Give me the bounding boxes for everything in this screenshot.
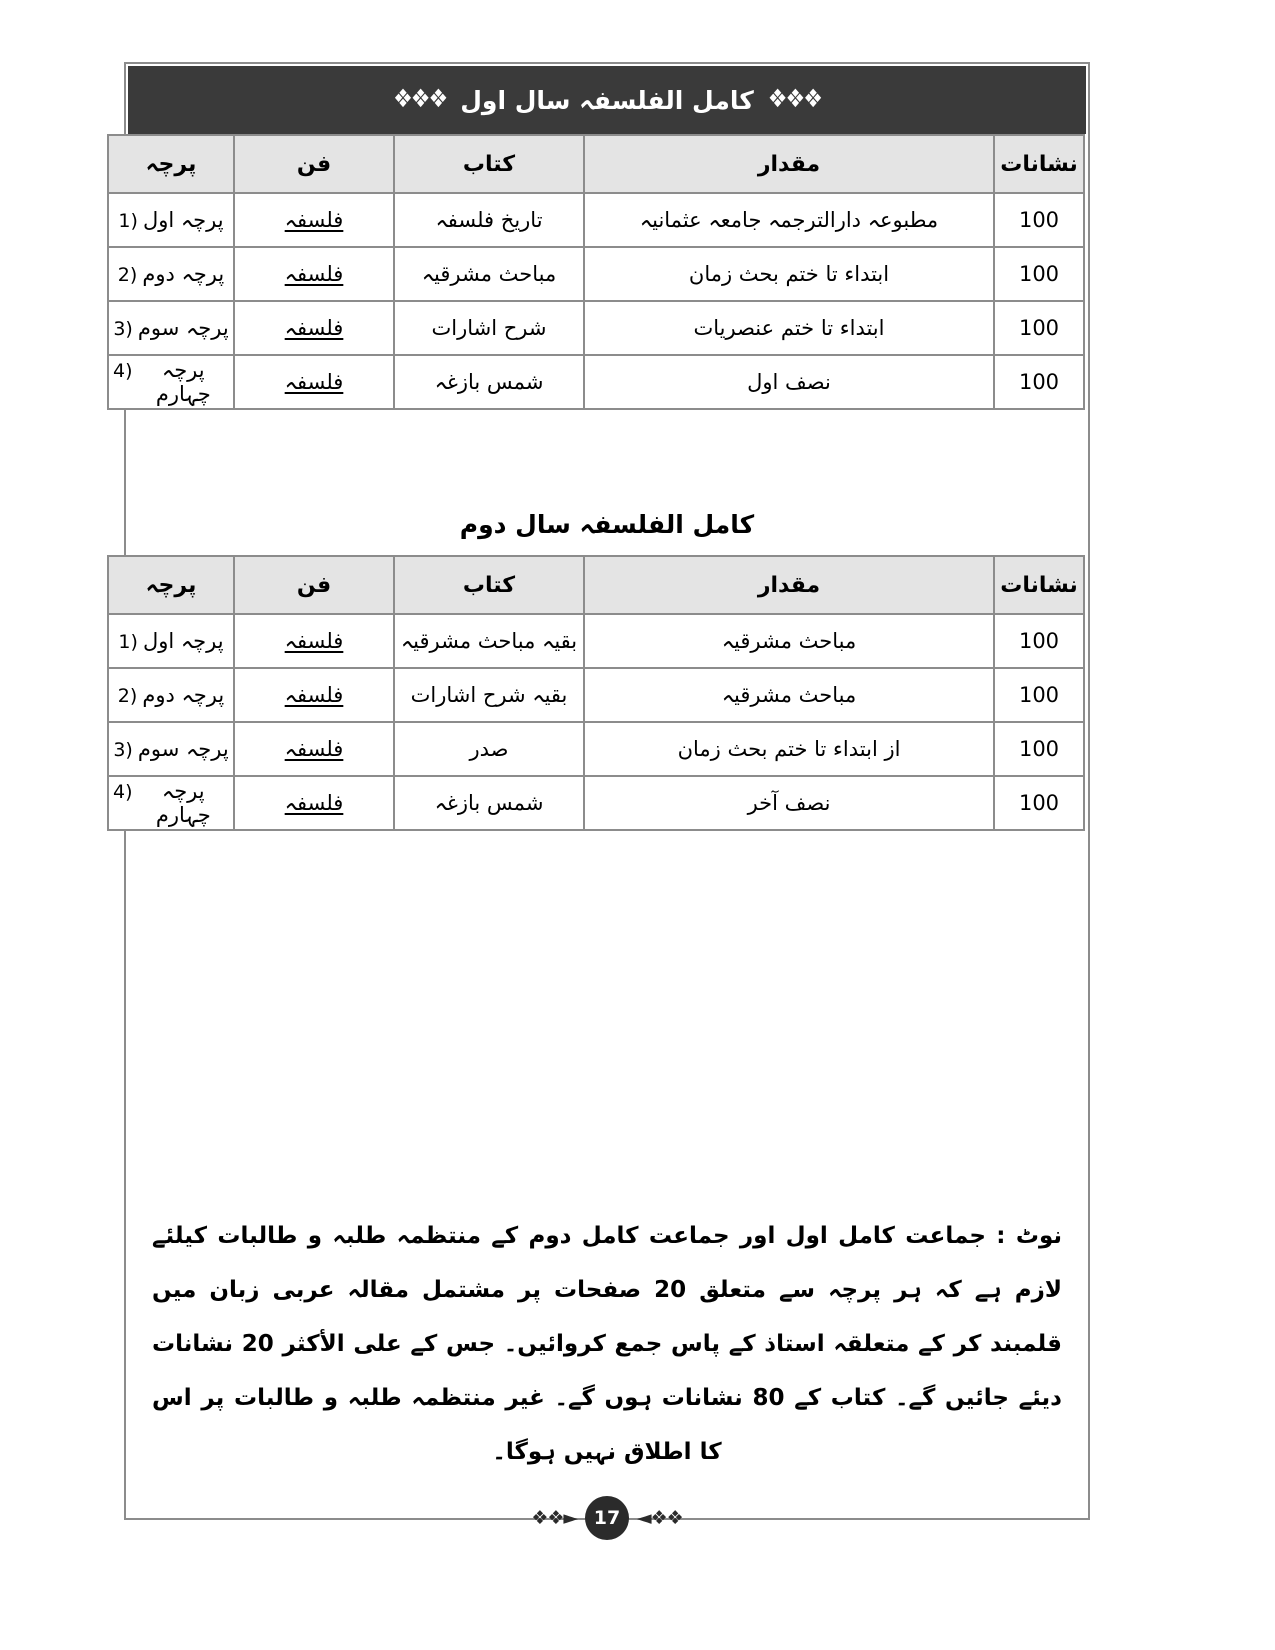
parcha-number: 4) xyxy=(113,360,133,382)
cell-parcha xyxy=(108,193,234,247)
cell-parcha xyxy=(108,355,234,409)
parcha-label: پرچہ سوم xyxy=(137,316,229,340)
cell-miqdar: مباحث مشرقیہ xyxy=(584,614,994,668)
table-body-year-two xyxy=(108,614,1084,830)
cell-fan: فلسفہ xyxy=(234,193,394,247)
parcha-label: پرچہ دوم xyxy=(142,683,225,707)
cell-kitab: شمس بازغہ xyxy=(394,355,584,409)
parcha-number: 1) xyxy=(118,210,138,232)
column-header-miqdar: مقدار xyxy=(584,556,994,614)
note-paragraph xyxy=(126,1209,1088,1479)
schedule-table-year-two xyxy=(107,555,1085,831)
cell-miqdar: مطبوعہ دارالترجمہ جامعہ عثمانیہ xyxy=(584,193,994,247)
cell-fan: فلسفہ xyxy=(234,668,394,722)
parcha-label: پرچہ اول xyxy=(142,208,224,232)
cell-nishanat: 100 xyxy=(994,193,1084,247)
cell-parcha xyxy=(108,247,234,301)
parcha-number: 1) xyxy=(118,631,138,653)
cell-fan: فلسفہ xyxy=(234,722,394,776)
cell-fan: فلسفہ xyxy=(234,301,394,355)
table-row xyxy=(108,247,1084,301)
footer-ornament-left-icon: ◄❖❖ xyxy=(637,1507,683,1529)
cell-miqdar: ابتداء تا ختم بحث زمان xyxy=(584,247,994,301)
parcha-number: 3) xyxy=(113,318,133,340)
section-title-year-one: کامل الفلسفہ سال اول xyxy=(460,85,754,115)
cell-miqdar: ابتداء تا ختم عنصریات xyxy=(584,301,994,355)
cell-parcha xyxy=(108,722,234,776)
note-text: جماعت کامل اول اور جماعت کامل دوم کے منتظمہ طلبہ و طالبات کیلئے لازم ہے کہ ہر پرچہ سے متعلق 20 صفحات پر مشتمل مقالہ عربی زبان میں قلمبند کر کے متعلقہ استاذ کے پاس جمع کروائیں۔ جس کے علی الأکثر 20 نشانات دیئے جائیں گے۔ کتاب کے 80 نشانات ہوں گے۔ غیر منتظمہ طلبہ و طالبات پر اس کا اطلاق نہیں ہوگا۔ xyxy=(152,1223,1062,1466)
table-body-year-one xyxy=(108,193,1084,409)
cell-nishanat: 100 xyxy=(994,301,1084,355)
cell-miqdar: نصف اول xyxy=(584,355,994,409)
cell-miqdar: نصف آخر xyxy=(584,776,994,830)
page-number-badge: 17 xyxy=(585,1496,629,1540)
column-header-parcha: پرچہ xyxy=(108,135,234,193)
table-row xyxy=(108,668,1084,722)
document-page xyxy=(113,62,1090,1529)
note-label: نوٹ : xyxy=(996,1223,1062,1249)
cell-fan: فلسفہ xyxy=(234,776,394,830)
column-header-nishanat: نشانات xyxy=(994,135,1084,193)
parcha-label: پرچہ چہارم xyxy=(155,779,211,827)
parcha-label: پرچہ دوم xyxy=(142,262,225,286)
column-header-miqdar: مقدار xyxy=(584,135,994,193)
table-row xyxy=(108,722,1084,776)
table-row xyxy=(108,776,1084,830)
cell-nishanat: 100 xyxy=(994,614,1084,668)
table-row xyxy=(108,193,1084,247)
cell-parcha xyxy=(108,614,234,668)
parcha-number: 4) xyxy=(113,781,133,803)
cell-nishanat: 100 xyxy=(994,355,1084,409)
column-header-fan: فن xyxy=(234,556,394,614)
section-title-year-two: کامل الفلسفہ سال دوم xyxy=(459,510,755,539)
cell-miqdar: مباحث مشرقیہ xyxy=(584,668,994,722)
cell-nishanat: 100 xyxy=(994,722,1084,776)
cell-parcha xyxy=(108,301,234,355)
parcha-label: پرچہ چہارم xyxy=(155,358,211,406)
parcha-label: پرچہ سوم xyxy=(137,737,229,761)
column-header-nishanat: نشانات xyxy=(994,556,1084,614)
cell-fan: فلسفہ xyxy=(234,355,394,409)
cell-parcha xyxy=(108,668,234,722)
cell-kitab: مباحث مشرقیہ xyxy=(394,247,584,301)
schedule-table-year-one xyxy=(107,134,1085,410)
parcha-number: 2) xyxy=(117,264,138,286)
column-header-kitab: کتاب xyxy=(394,135,584,193)
cell-kitab: شرح اشارات xyxy=(394,301,584,355)
cell-fan: فلسفہ xyxy=(234,614,394,668)
footer-ornament-right-icon: ❖❖► xyxy=(531,1507,577,1529)
parcha-label: پرچہ اول xyxy=(142,629,224,653)
page-footer xyxy=(126,1496,1088,1540)
ornament-right-icon: ❖❖❖ xyxy=(393,85,447,114)
table-header-row xyxy=(108,135,1084,193)
table-row xyxy=(108,355,1084,409)
cell-kitab: شمس بازغہ xyxy=(394,776,584,830)
column-header-fan: فن xyxy=(234,135,394,193)
section-banner-year-one xyxy=(128,66,1086,134)
cell-parcha xyxy=(108,776,234,830)
cell-kitab: بقیہ مباحث مشرقیہ xyxy=(394,614,584,668)
parcha-number: 2) xyxy=(117,685,138,707)
ornament-left-icon: ❖❖❖ xyxy=(767,85,821,114)
table-header-year-one xyxy=(108,135,1084,193)
cell-kitab: صدر xyxy=(394,722,584,776)
column-header-kitab: کتاب xyxy=(394,556,584,614)
cell-nishanat: 100 xyxy=(994,247,1084,301)
cell-miqdar: از ابتداء تا ختم بحث زمان xyxy=(584,722,994,776)
table-row xyxy=(108,614,1084,668)
cell-nishanat: 100 xyxy=(994,668,1084,722)
table-header-row xyxy=(108,556,1084,614)
cell-kitab: تاریخ فلسفہ xyxy=(394,193,584,247)
table-row xyxy=(108,301,1084,355)
parcha-number: 3) xyxy=(113,739,133,761)
lower-spacer xyxy=(126,831,1088,1191)
table-header-year-two xyxy=(108,556,1084,614)
column-header-parcha: پرچہ xyxy=(108,556,234,614)
cell-kitab: بقیہ شرح اشارات xyxy=(394,668,584,722)
section-spacer xyxy=(126,410,1088,496)
cell-fan: فلسفہ xyxy=(234,247,394,301)
cell-nishanat: 100 xyxy=(994,776,1084,830)
